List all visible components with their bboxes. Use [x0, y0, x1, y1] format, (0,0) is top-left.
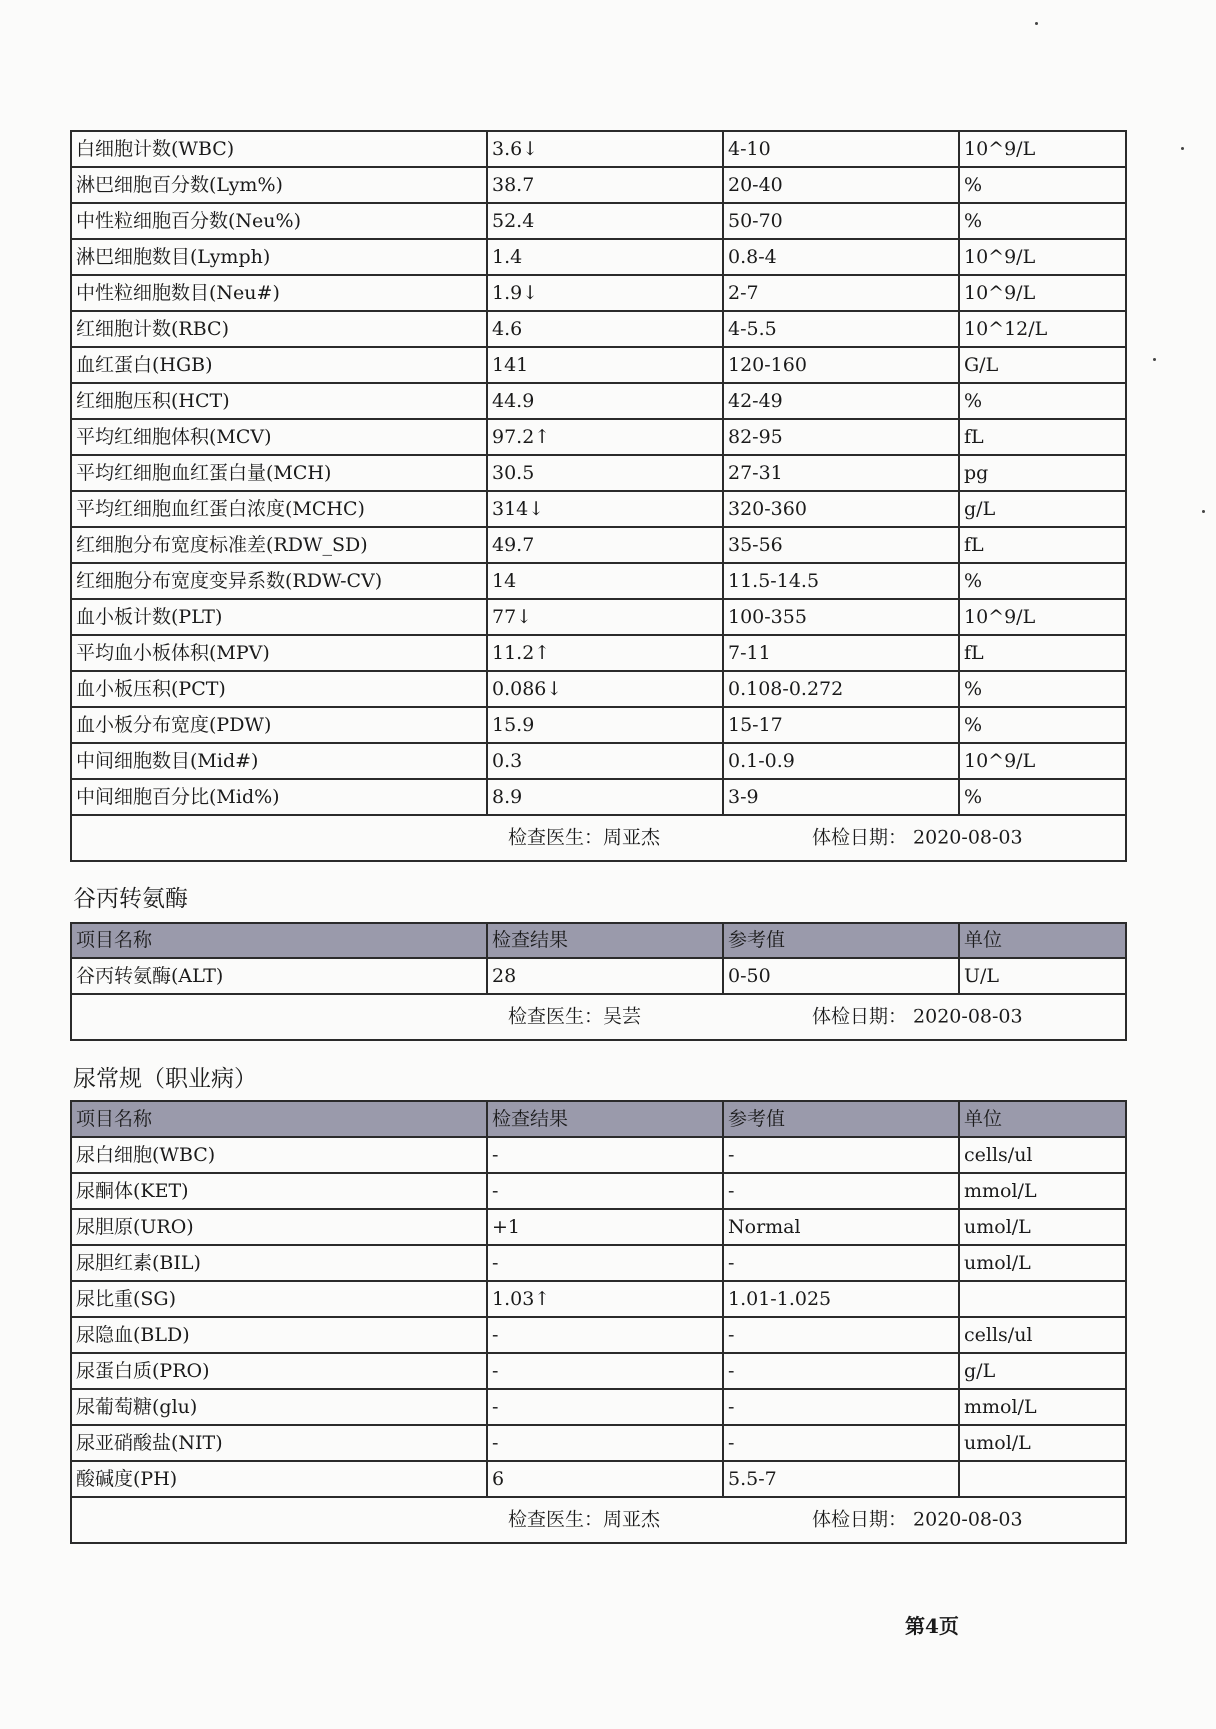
unit-cell: pg: [959, 455, 1126, 491]
reference-cell: 4-10: [723, 131, 959, 167]
reference-cell: 2-7: [723, 275, 959, 311]
item-name-cell: 中性粒细胞数目(Neu#): [71, 275, 487, 311]
reference-cell: 3-9: [723, 779, 959, 815]
item-name-cell: 中间细胞数目(Mid#): [71, 743, 487, 779]
result-cell: 3.6↓: [487, 131, 723, 167]
result-cell: 14: [487, 563, 723, 599]
item-name-cell: 谷丙转氨酶(ALT): [71, 958, 487, 994]
header-reference: 参考值: [723, 1101, 959, 1137]
item-name-cell: 尿胆红素(BIL): [71, 1245, 487, 1281]
blood-routine-table: [70, 130, 1127, 862]
alt-footer: [71, 994, 1126, 1040]
examining-doctor: 检查医生：吴芸: [508, 1005, 642, 1028]
reference-cell: -: [723, 1353, 959, 1389]
urine-table: [70, 1100, 1127, 1544]
unit-cell: 10^9/L: [959, 275, 1126, 311]
item-name-cell: 尿亚硝酸盐(NIT): [71, 1425, 487, 1461]
page-number: 第4页: [905, 1614, 959, 1638]
unit-cell: %: [959, 383, 1126, 419]
reference-cell: 0.1-0.9: [723, 743, 959, 779]
unit-cell: mmol/L: [959, 1389, 1126, 1425]
table-row: [71, 1173, 1126, 1209]
reference-cell: 0-50: [723, 958, 959, 994]
result-cell: 11.2↑: [487, 635, 723, 671]
header-result: 检查结果: [487, 923, 723, 958]
result-cell: 314↓: [487, 491, 723, 527]
item-name-cell: 中间细胞百分比(Mid%): [71, 779, 487, 815]
table-row: [71, 455, 1126, 491]
reference-cell: -: [723, 1389, 959, 1425]
unit-cell: umol/L: [959, 1209, 1126, 1245]
item-name-cell: 中性粒细胞百分数(Neu%): [71, 203, 487, 239]
item-name-cell: 尿白细胞(WBC): [71, 1137, 487, 1173]
result-cell: 38.7: [487, 167, 723, 203]
unit-cell: fL: [959, 635, 1126, 671]
unit-cell: mmol/L: [959, 1173, 1126, 1209]
unit-cell: 10^9/L: [959, 599, 1126, 635]
reference-cell: 35-56: [723, 527, 959, 563]
header-reference: 参考值: [723, 923, 959, 958]
reference-cell: -: [723, 1173, 959, 1209]
reference-cell: 320-360: [723, 491, 959, 527]
unit-cell: 10^9/L: [959, 743, 1126, 779]
unit-cell: fL: [959, 419, 1126, 455]
table-header-row: [71, 1101, 1126, 1137]
reference-cell: -: [723, 1137, 959, 1173]
table-row: [71, 599, 1126, 635]
result-cell: 0.086↓: [487, 671, 723, 707]
result-cell: 141: [487, 347, 723, 383]
scan-speck: [1153, 358, 1156, 361]
item-name-cell: 红细胞压积(HCT): [71, 383, 487, 419]
unit-cell: umol/L: [959, 1245, 1126, 1281]
unit-cell: g/L: [959, 1353, 1126, 1389]
unit-cell: %: [959, 563, 1126, 599]
unit-cell: 10^9/L: [959, 131, 1126, 167]
examining-doctor: 检查医生：周亚杰: [508, 826, 661, 849]
reference-cell: 1.01-1.025: [723, 1281, 959, 1317]
table-row: [71, 131, 1126, 167]
section-title-alt: 谷丙转氨酶: [73, 886, 188, 912]
item-name-cell: 尿酮体(KET): [71, 1173, 487, 1209]
item-name-cell: 血红蛋白(HGB): [71, 347, 487, 383]
reference-cell: -: [723, 1245, 959, 1281]
table-row: [71, 779, 1126, 815]
result-cell: 6: [487, 1461, 723, 1497]
alt-body: [71, 958, 1126, 994]
item-name-cell: 红细胞分布宽度标准差(RDW_SD): [71, 527, 487, 563]
item-name-cell: 血小板计数(PLT): [71, 599, 487, 635]
table-row: [71, 167, 1126, 203]
item-name-cell: 血小板分布宽度(PDW): [71, 707, 487, 743]
blood-routine-footer: [71, 815, 1126, 861]
reference-cell: 4-5.5: [723, 311, 959, 347]
unit-cell: %: [959, 707, 1126, 743]
unit-cell: [959, 1281, 1126, 1317]
unit-cell: 10^9/L: [959, 239, 1126, 275]
result-cell: -: [487, 1137, 723, 1173]
item-name-cell: 平均红细胞血红蛋白量(MCH): [71, 455, 487, 491]
reference-cell: 82-95: [723, 419, 959, 455]
result-cell: 30.5: [487, 455, 723, 491]
item-name-cell: 尿蛋白质(PRO): [71, 1353, 487, 1389]
exam-date: 体检日期： 2020-08-03: [812, 1005, 1023, 1028]
reference-cell: 0.108-0.272: [723, 671, 959, 707]
table-row: [71, 1317, 1126, 1353]
reference-cell: 100-355: [723, 599, 959, 635]
result-cell: -: [487, 1389, 723, 1425]
item-name-cell: 尿葡萄糖(glu): [71, 1389, 487, 1425]
item-name-cell: 淋巴细胞数目(Lymph): [71, 239, 487, 275]
exam-date: 体检日期： 2020-08-03: [812, 1508, 1023, 1531]
reference-cell: Normal: [723, 1209, 959, 1245]
result-cell: 44.9: [487, 383, 723, 419]
table-row: [71, 347, 1126, 383]
scan-speck: [1202, 510, 1205, 513]
result-cell: +1: [487, 1209, 723, 1245]
result-cell: 52.4: [487, 203, 723, 239]
table-row: [71, 1425, 1126, 1461]
reference-cell: 11.5-14.5: [723, 563, 959, 599]
item-name-cell: 白细胞计数(WBC): [71, 131, 487, 167]
result-cell: 1.4: [487, 239, 723, 275]
result-cell: 1.9↓: [487, 275, 723, 311]
exam-date: 体检日期： 2020-08-03: [812, 826, 1023, 849]
unit-cell: cells/ul: [959, 1317, 1126, 1353]
result-cell: 0.3: [487, 743, 723, 779]
result-cell: 49.7: [487, 527, 723, 563]
reference-cell: 5.5-7: [723, 1461, 959, 1497]
table-row: [71, 671, 1126, 707]
result-cell: -: [487, 1425, 723, 1461]
table-row: [71, 311, 1126, 347]
reference-cell: -: [723, 1317, 959, 1353]
result-cell: -: [487, 1245, 723, 1281]
header-unit: 单位: [959, 1101, 1126, 1137]
unit-cell: %: [959, 167, 1126, 203]
table-row: [71, 1461, 1126, 1497]
table-row: [71, 1209, 1126, 1245]
unit-cell: g/L: [959, 491, 1126, 527]
header-result: 检查结果: [487, 1101, 723, 1137]
unit-cell: %: [959, 671, 1126, 707]
table-row: [71, 1389, 1126, 1425]
unit-cell: [959, 1461, 1126, 1497]
unit-cell: %: [959, 203, 1126, 239]
item-name-cell: 尿隐血(BLD): [71, 1317, 487, 1353]
header-item-name: 项目名称: [71, 1101, 487, 1137]
item-name-cell: 红细胞计数(RBC): [71, 311, 487, 347]
reference-cell: 50-70: [723, 203, 959, 239]
result-cell: 15.9: [487, 707, 723, 743]
item-name-cell: 尿比重(SG): [71, 1281, 487, 1317]
scan-speck: [1181, 147, 1184, 150]
blood-routine-body: [71, 131, 1126, 815]
scan-speck: [1035, 22, 1038, 25]
table-row: [71, 275, 1126, 311]
item-name-cell: 尿胆原(URO): [71, 1209, 487, 1245]
table-row: [71, 1281, 1126, 1317]
urine-body: [71, 1137, 1126, 1497]
result-cell: 4.6: [487, 311, 723, 347]
alt-table: [70, 922, 1127, 1041]
result-cell: -: [487, 1173, 723, 1209]
table-row: [71, 239, 1126, 275]
unit-cell: umol/L: [959, 1425, 1126, 1461]
result-cell: 77↓: [487, 599, 723, 635]
table-row: [71, 491, 1126, 527]
table-row: [71, 1353, 1126, 1389]
result-cell: -: [487, 1317, 723, 1353]
item-name-cell: 红细胞分布宽度变异系数(RDW-CV): [71, 563, 487, 599]
urine-footer: [71, 1497, 1126, 1543]
result-cell: -: [487, 1353, 723, 1389]
section-title-urine: 尿常规（职业病）: [73, 1066, 257, 1092]
item-name-cell: 淋巴细胞百分数(Lym%): [71, 167, 487, 203]
table-row: [71, 635, 1126, 671]
header-item-name: 项目名称: [71, 923, 487, 958]
table-row: [71, 383, 1126, 419]
reference-cell: -: [723, 1425, 959, 1461]
reference-cell: 7-11: [723, 635, 959, 671]
table-row: [71, 743, 1126, 779]
table-row: [71, 203, 1126, 239]
item-name-cell: 血小板压积(PCT): [71, 671, 487, 707]
reference-cell: 20-40: [723, 167, 959, 203]
result-cell: 1.03↑: [487, 1281, 723, 1317]
reference-cell: 15-17: [723, 707, 959, 743]
result-cell: 97.2↑: [487, 419, 723, 455]
unit-cell: %: [959, 779, 1126, 815]
reference-cell: 42-49: [723, 383, 959, 419]
result-cell: 8.9: [487, 779, 723, 815]
unit-cell: fL: [959, 527, 1126, 563]
header-unit: 单位: [959, 923, 1126, 958]
table-row: [71, 527, 1126, 563]
table-row: [71, 419, 1126, 455]
table-row: [71, 563, 1126, 599]
item-name-cell: 平均红细胞血红蛋白浓度(MCHC): [71, 491, 487, 527]
unit-cell: 10^12/L: [959, 311, 1126, 347]
reference-cell: 27-31: [723, 455, 959, 491]
item-name-cell: 酸碱度(PH): [71, 1461, 487, 1497]
unit-cell: U/L: [959, 958, 1126, 994]
unit-cell: G/L: [959, 347, 1126, 383]
reference-cell: 120-160: [723, 347, 959, 383]
reference-cell: 0.8-4: [723, 239, 959, 275]
table-row: [71, 1245, 1126, 1281]
item-name-cell: 平均血小板体积(MPV): [71, 635, 487, 671]
examining-doctor: 检查医生：周亚杰: [508, 1508, 661, 1531]
result-cell: 28: [487, 958, 723, 994]
table-header-row: [71, 923, 1126, 958]
unit-cell: cells/ul: [959, 1137, 1126, 1173]
table-row: [71, 1137, 1126, 1173]
table-row: [71, 958, 1126, 994]
item-name-cell: 平均红细胞体积(MCV): [71, 419, 487, 455]
table-row: [71, 707, 1126, 743]
